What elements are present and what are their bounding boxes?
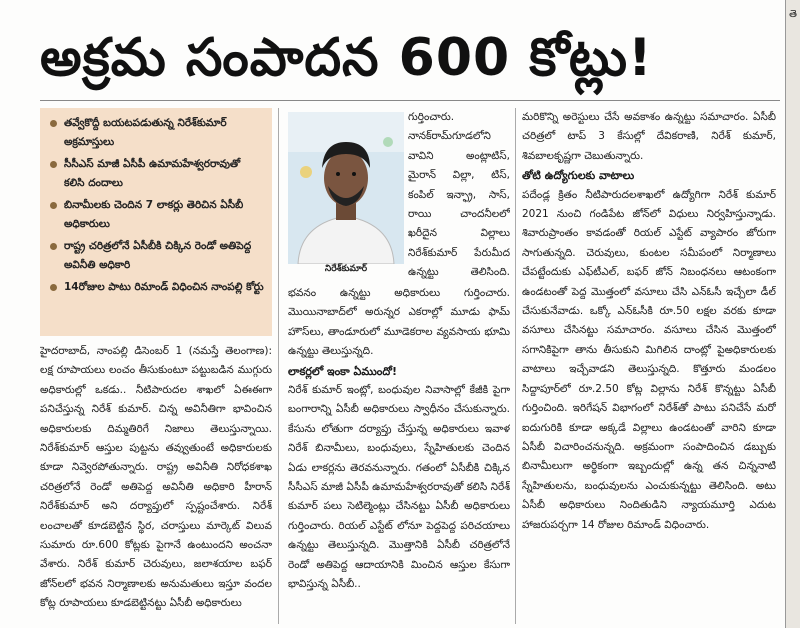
headline-rule [40,100,780,101]
col3-top-text: మరికొన్ని అరెస్టులు చేసే అవకాశం ఉన్నట్టు సమాచారం. ఏసీబీ చరిత్రలో టాప్ 3 కేసుల్లో దేవికరాణి, నిరేశ్ కుమార్, శివబాలకృష్ణగా చెబుతున్నారు. [522,111,776,162]
col2-body-text-2: నిరేశ్ కుమార్ ఇంట్లో, బంధువుల నివాసాల్లో కేజీకి పైగా బంగారాన్ని ఏసీబీ అధికారులు స్వాధీనం చేసుకున్నారు. కేసును లోతుగా దర్యాప్తు చేస్తున్న అధికారులు ఇవాళ నిరేశ్ బినామీలు, బంధువులు, స్నేహితులకు చెందిన ఏడు లాకర్లను తెరవనున్నారు. గతంలో ఏసీబీకి చిక్కిన సీసీఎస్ మాజీ ఏసీపీ ఉమామహేశ్వరరావుతో కలిసి నిరేశ్ కుమార్ పలు సెటిల్మెంట్లు చేసినట్టు ఏసీబీ అధికారులు గుర్తించారు. రియల్ ఎస్టేట్ లోనూ పెద్దపెద్ద పరిచయాలు ఉన్నట్టు తెలుస్తున్నది. మొత్తానికి ఏసీబీ చరిత్రలోనే రెండో అతిపెద్ద ఆదాయానికి మించిన ఆస్తుల కేసుగా భావిస్తున్న ఏసీబీ.. [288,384,510,591]
highlight-item: సీసీఎస్ మాజీ ఏసీపీ ఉమామహేశ్వరరావుతో కలిసి దందాలు [50,155,264,193]
column-divider [278,108,279,624]
accused-photo [288,112,404,264]
highlights-box [40,108,272,336]
article-column-1 [40,342,272,624]
highlight-item: బినామీలకు చెందిన 7 లాకర్లు తెరిచిన ఏసీబీ అధికారులు [50,196,264,234]
highlight-item: రాష్ట్ర చరిత్రలోనే ఏసీబీకి చిక్కిన రెండో అతిపెద్ద అవినీతి అధికారి [50,237,264,275]
photo-caption: నిరేశ్‌కుమార్ [324,264,368,274]
highlight-item: 14రోజుల పాటు రిమాండ్ విధించిన నాంపల్లి కోర్టు [50,278,264,297]
col3-body-text: పదేండ్ల క్రితం నీటిపారుదలశాఖలో ఉద్యోగిగా నిరేశ్ కుమార్ 2021 నుంచి గండిపేట జోన్‌లో విధులు నిర్వహిస్తున్నాడు. శివారుప్రాంతం కావడంతో రియల్ ఎస్టేట్ వ్యాపారం జోరుగా సాగుతున్నది. చెరువులు, కుంటల సమీపంలో నిర్మాణాలు చేపట్టేందుకు ఎఫ్‌టీఎల్, బఫర్ జోన్ నిబంధనలు ఆటంకంగా ఉండటంతో పెద్ద మొత్తంలో వసూలు చేసి ఎన్‌ఓసీ ఇచ్చేలా డీల్ చేసుకునేవాడు. ఒక్కో ఎన్‌ఓసీకి రూ.50 లక్షల వరకు కూడా వసూలు చేసినట్టు సమాచారం. వసూలు చేసిన మొత్తంలో సగానికిపైగా తాను తీసుకుని మిగిలిన దాంట్లో పైఅధికారులకు వాటాలు ఇచ్చేవాడని తెలుస్తున్నది. కొత్తూరు మండలం సిద్దాపూర్‌లో రూ.2.50 కోట్ల విల్లాను నిరేశ్ కొన్నట్టు ఏసీబీ గుర్తించింది. ఇరిగేషన్ విభాగంలో నిరేశ్‌తో పాటు పనిచేసే మరో ఐదుగురికి కూడా అక్కడే విల్లాలు ఉండటంతో వారిని కూడా ఏసీబీ విచారించనున్నది. అక్రమంగా సంపాదించిన డబ్బుకు బినామీలుగా అర్థికంగా ఇబ్బందుల్లో ఉన్న తన చిన్ననాటి స్నేహితులను, బంధువులను ఎంచుకున్నట్టు తెలిసింది. అటు ఏసీబీ అధికారులు నిందితుడిని న్యాయమూర్తి ఎదుట హాజరుపర్చగా 14 రోజుల రిమాండ్ విధించారు. [522,188,776,531]
col1-body-text: హైదరాబాద్, నాంపల్లి డిసెంబర్ 1 (నమస్తే తెలంగాణ): లక్ష రూపాయలు లంచం తీసుకుంటూ పట్టుబడిన ముగ్గురు అధికారుల్లో ఒకడు.. నీటిపారుదల శాఖలో ఏఈఈగా పనిచేస్తున్న నిరేశ్ కుమార్. చిన్న అవినీతిగా భావించిన అధికారులకు దిమ్మతిరిగే నిజాలు తెలుస్తున్నాయి. నిరేశ్‌కుమార్ ఆస్తుల పుట్టను తవ్వుతుంటే అధికారులకు కూడా నివ్వెరపోతున్నారు. రాష్ట్ర అవినీతి నిరోధకశాఖ చరిత్రలోనే రెండో అతిపెద్ద అవినీతి అధికారి హీరాన్ నిరేశ్‌కుమార్ అని దర్యాప్తులో స్పష్టంచేశారు. నిరేశ్ లంచాలతో కూడబెట్టిన స్థిర, చరాస్తులు మార్కెట్ విలువ సుమారు రూ.600 కోట్లకు పైగానే ఉంటుందని అంచనా వేశారు. నిరేశ్ కుమార్ చెరువులు, జలాశయాల బఫర్ జోన్‌లలో భవన నిర్మాణాలకు అనుమతులు ఇస్తూ వందల కోట్ల రూపాయలు కూడబెట్టినట్టు ఏసీబీ అధికారులు [40,345,272,610]
highlight-item: తవ్వేకొద్దీ బయటపడుతున్న నిరేశ్‌కుమార్ అక్రమాస్తులు [50,114,264,152]
article-column-2 [288,284,510,624]
article-column-2-top [408,108,510,280]
col2-body-text: భవనం ఉన్నట్టు అధికారులు గుర్తించారు. మొయినాబాద్‌లో అరున్నర ఎకరాల్లో మూడు ఫామ్ హౌస్‌లు, తాండూరులో మూడెకరాల వ్యవసాయ భూమి ఉన్నట్టు తెలుస్తున్నది. [288,287,510,358]
column-divider [515,108,516,624]
portrait-illustration [288,112,404,264]
col2-subheading: లాకర్లలో ఇంకా ఏముందో! [288,364,397,378]
headline: అక్రమ సంపాదన 600 కోట్లు! [40,28,653,88]
article-column-3 [522,108,776,624]
adjacent-column-strip [785,0,800,628]
side-strip-text: తె [789,9,797,20]
col3-subheading: తోటి ఉద్యోగులకు వాటాలు [522,169,635,183]
col2-top-text: గుర్తించారు. నానక్‌రామ్‌గూడలోని వావిని అంట్లాటిస్, మైరాన్ విల్లా, టిస్, కంపిల్ ఇన్ఫ్రా, సాస్, రాయి చాందనీలలో ఖరీదైన విల్లాలు నిరేశ్‌కుమార్ పేరుమీద ఉన్నట్టు తెలిసింది. [408,111,510,279]
